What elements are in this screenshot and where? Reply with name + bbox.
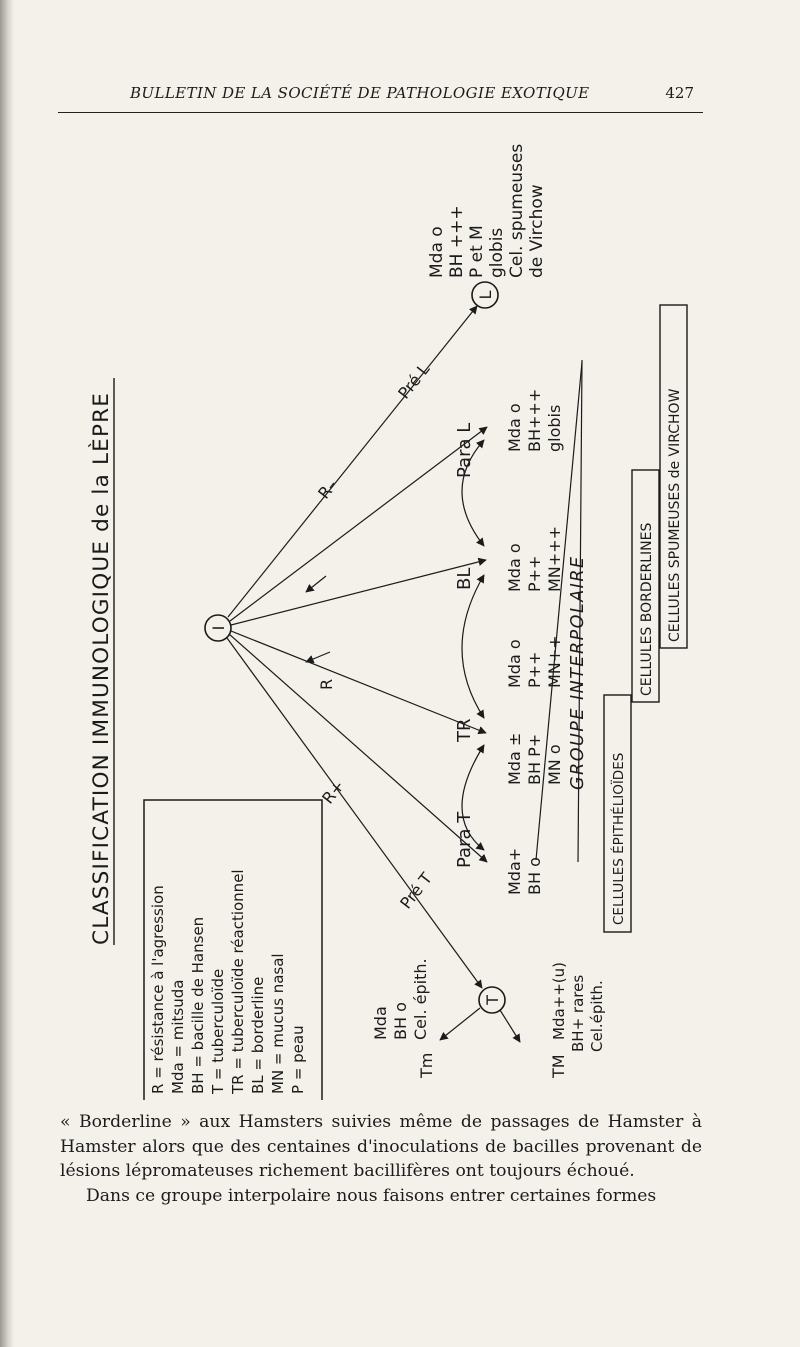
svg-text:globis: globis (545, 404, 564, 452)
svg-text:MN o: MN o (545, 744, 564, 785)
node-bl: BL (454, 567, 475, 590)
label-r-minus: R– (314, 475, 341, 503)
t-upper-annotation (371, 958, 430, 1040)
legend-item: BL = borderline (249, 976, 267, 1094)
label-r: R (317, 678, 336, 690)
svg-text:BH+ rares: BH+ rares (569, 974, 587, 1052)
t-right-label: TM (549, 1054, 568, 1078)
bl-block-2 (505, 526, 564, 592)
node-I (205, 615, 231, 641)
svg-text:Mda o: Mda o (505, 403, 524, 452)
svg-text:CELLULES ÉPITHÉLIOÏDES: CELLULES ÉPITHÉLIOÏDES (611, 752, 627, 925)
label-pre-t: Pré T (396, 869, 436, 913)
legend-item: MN = mucus nasal (269, 953, 287, 1094)
svg-text:L: L (476, 290, 495, 300)
svg-text:Mda++(u): Mda++(u) (550, 961, 568, 1040)
svg-text:Mda: Mda (371, 1006, 390, 1040)
legend-item: Mda = mitsuda (169, 979, 187, 1094)
bl-block-1 (505, 635, 564, 688)
legend-item: T = tuberculoïde (209, 968, 227, 1094)
svg-text:P++: P++ (525, 651, 544, 688)
tr-block (505, 733, 564, 785)
svg-text:Mda o: Mda o (505, 639, 524, 688)
svg-text:globis: globis (487, 227, 507, 278)
svg-text:Mda+: Mda+ (505, 847, 524, 895)
svg-text:de Virchow: de Virchow (527, 184, 547, 278)
svg-text:Mda o: Mda o (427, 226, 447, 278)
node-T (479, 987, 505, 1013)
paragraph: « Borderline » aux Hamsters suivies même de passages de Hamster à Hamster alors que des centaines d'inoculations de bacilles provenant de lésions lépromateuses richement bacillifères ont toujours échoué. (60, 1112, 702, 1181)
box-spumeuses (660, 305, 687, 648)
svg-text:Mda o: Mda o (505, 543, 524, 592)
svg-text:BH P+: BH P+ (525, 733, 544, 785)
box-borderlines (632, 470, 659, 702)
legend-item: TR = tuberculoïde réactionnel (229, 869, 247, 1094)
svg-text:Cel. épith.: Cel. épith. (411, 958, 430, 1040)
svg-text:MN+++: MN+++ (545, 526, 564, 592)
paragraph: Dans ce groupe interpolaire nous faisons entrer certaines formes (86, 1185, 657, 1206)
running-title: BULLETIN DE LA SOCIÉTÉ DE PATHOLOGIE EXOTIQUE (130, 84, 590, 102)
node-para-l: Para L (454, 422, 475, 478)
t-lower-annotation (550, 962, 606, 1052)
svg-text:P++: P++ (525, 555, 544, 592)
label-r-plus: R+ (318, 776, 349, 808)
svg-text:Cel.épith.: Cel.épith. (588, 980, 606, 1052)
l-annotation (427, 144, 547, 278)
para-l-block (505, 389, 564, 452)
legend-list (149, 869, 307, 1095)
label-pre-l: Pré L (394, 359, 434, 403)
arrow-labels (314, 360, 436, 913)
svg-text:BH+++: BH+++ (525, 388, 544, 452)
svg-text:P et M: P et M (467, 225, 487, 278)
legend-item: P = peau (289, 1025, 307, 1094)
t-left-label: Tm (417, 1052, 436, 1078)
svg-text:T: T (483, 995, 502, 1005)
svg-text:CELLULES SPUMEUSES de VIRCHOW: CELLULES SPUMEUSES de VIRCHOW (667, 388, 683, 642)
legend-item: R = résistance à l'agression (149, 885, 167, 1094)
intermediate-nodes (454, 423, 475, 868)
legend-item: BH = bacille de Hansen (189, 916, 207, 1094)
svg-text:BH +++: BH +++ (447, 205, 467, 278)
node-tr: TR (454, 718, 475, 742)
svg-text:BH o: BH o (525, 857, 544, 895)
svg-text:BH o: BH o (391, 1002, 410, 1040)
box-epithelioides (604, 695, 631, 932)
para-t-block (505, 848, 544, 895)
svg-text:MN++: MN++ (545, 635, 564, 688)
svg-text:CELLULES BORDERLINES: CELLULES BORDERLINES (639, 522, 655, 696)
node-L (472, 282, 498, 308)
node-para-t: Para T (454, 811, 475, 868)
svg-text:I: I (209, 625, 228, 631)
groupe-interpolaire: GROUPE INTERPOLAIRE (568, 555, 588, 790)
page-number: 427 (665, 84, 694, 102)
svg-text:Mda ±: Mda ± (505, 732, 524, 785)
figure-title: CLASSIFICATION IMMUNOLOGIQUE de la LÈPRE (89, 391, 114, 945)
body-text (60, 1110, 702, 1208)
svg-text:Cel. spumeuses: Cel. spumeuses (507, 143, 527, 278)
